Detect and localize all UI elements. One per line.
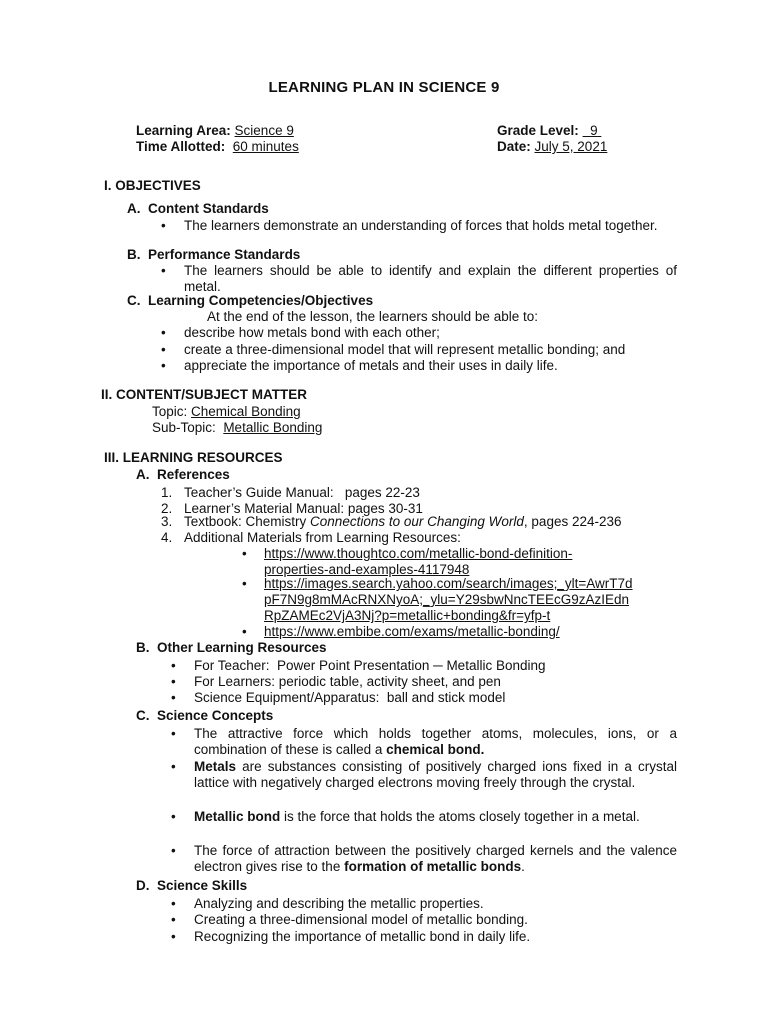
subtopic-line	[152, 420, 322, 436]
competencies-intro: At the end of the lesson, the learners should be able to:	[207, 309, 538, 324]
performance-standards-heading: B. Performance Standards	[127, 247, 301, 262]
science-skills-heading: D. Science Skills	[136, 878, 248, 893]
competencies-heading: C. Learning Competencies/Objectives	[127, 293, 374, 308]
date-label: Date:	[497, 139, 531, 154]
resource-link[interactable]: https://www.embibe.com/exams/metallic-bonding/	[264, 624, 560, 639]
time-allotted-label: Time Allotted:	[136, 139, 226, 154]
grade-level-label: Grade Level:	[497, 123, 579, 138]
learning-area-value: Science 9	[234, 123, 294, 138]
resource-link[interactable]: https://www.thoughtco.com/metallic-bond-definition- properties-and-examples-4117948	[264, 546, 573, 577]
document-page: LEARNING PLAN IN SCIENCE 9 Learning Area: Science 9 Grade Level: 9 Time Allotted: 60 minutes Date: July 5, 2021 I. OBJECTIVES A. Content Standards • The learners demonstrate an understanding of forces that holds metal together. B. Performance Standards • The learners should be able to identify and explain the different properties of metal. C. Learning Competencies/Objectives At the end of the lesson, the learners should be able to: • describe how metals bond with each other; • create a three-dimensional model that will represent metallic bonding; and • appreciate the importance of metals and their uses in daily life. II. CONTENT/SUBJECT MATTER Topic: Chemical Bonding Sub-Topic: Metallic Bonding III. LEARNING RESOURCES A. References 1. Teacher’s Guide Manual: pages 22-23 2. Learner’s Material Manual: pages 30-31 3. Textbook: Chemistry Connections to our Changing World, pages 224-236 4. Additional Materials from Learning Resources: • https://www.thoughtco.com/metallic-bond-definition- properties-and-examples-4117948 • https://images.search.yahoo.com/search/images;_ylt=AwrT7d pF7N9g8mMAcRNXNyoA;_ylu=Y29sbwNncTEEcG9zAzIEdn RpZAMEc2VjA3Nj?p=metallic+bonding&fr=yfp-t • https://www.embibe.com/exams/metallic-bonding/ B. Other Learning Resources • For Teacher: Power Point Presentation ─ Metallic Bonding • For Learners: periodic table, activity sheet, and pen • Science Equipment/Apparatus: ball and stick model C. Science Concepts • The attractive force which holds together atoms, molecules, ions, or a combination of these is called a chemical bond. • Metals are substances consisting of positively charged ions fixed in a crystal lattice with negatively charged electrons moving freely through the crystal. • Metallic bond is the force that holds the atoms closely together in a metal. • The force of attraction between the positively charged kernels and the valence electron gives rise to the formation of metallic bonds. D. Science Skills • Analyzing and describing the metallic properties. • Creating a three-dimensional model of metallic bonding. • Recognizing the importance of metallic bond in daily life.	[0, 0, 768, 1024]
content-heading: II. CONTENT/SUBJECT MATTER	[101, 387, 308, 402]
grade-level-value: 9	[590, 123, 598, 138]
time-allotted-value: 60 minutes	[232, 139, 299, 154]
topic-value: Chemical Bonding	[191, 404, 301, 419]
objectives-heading: I. OBJECTIVES	[104, 178, 201, 193]
meta-block	[136, 123, 656, 155]
resource-link[interactable]: https://images.search.yahoo.com/search/images;_ylt=AwrT7d pF7N9g8mMAcRNXNyoA;_ylu=Y29sbwNncTEEcG9zAzIEdn RpZAMEc2VjA3Nj?p=metallic+bonding&fr=yfp-t	[264, 576, 633, 623]
subtopic-label: Sub-Topic:	[152, 420, 216, 435]
date-value: July 5, 2021	[534, 139, 608, 154]
science-concepts-heading: C. Science Concepts	[136, 708, 274, 723]
learning-area-label: Learning Area:	[136, 123, 231, 138]
topic-line	[152, 404, 301, 420]
other-resources-heading: B. Other Learning Resources	[136, 640, 327, 655]
references-heading: A. References	[136, 467, 230, 482]
topic-label: Topic:	[152, 404, 188, 419]
content-standards-heading: A. Content Standards	[127, 201, 269, 216]
page-title: LEARNING PLAN IN SCIENCE 9	[268, 79, 500, 96]
subtopic-value: Metallic Bonding	[223, 420, 323, 435]
resources-heading: III. LEARNING RESOURCES	[104, 450, 283, 465]
